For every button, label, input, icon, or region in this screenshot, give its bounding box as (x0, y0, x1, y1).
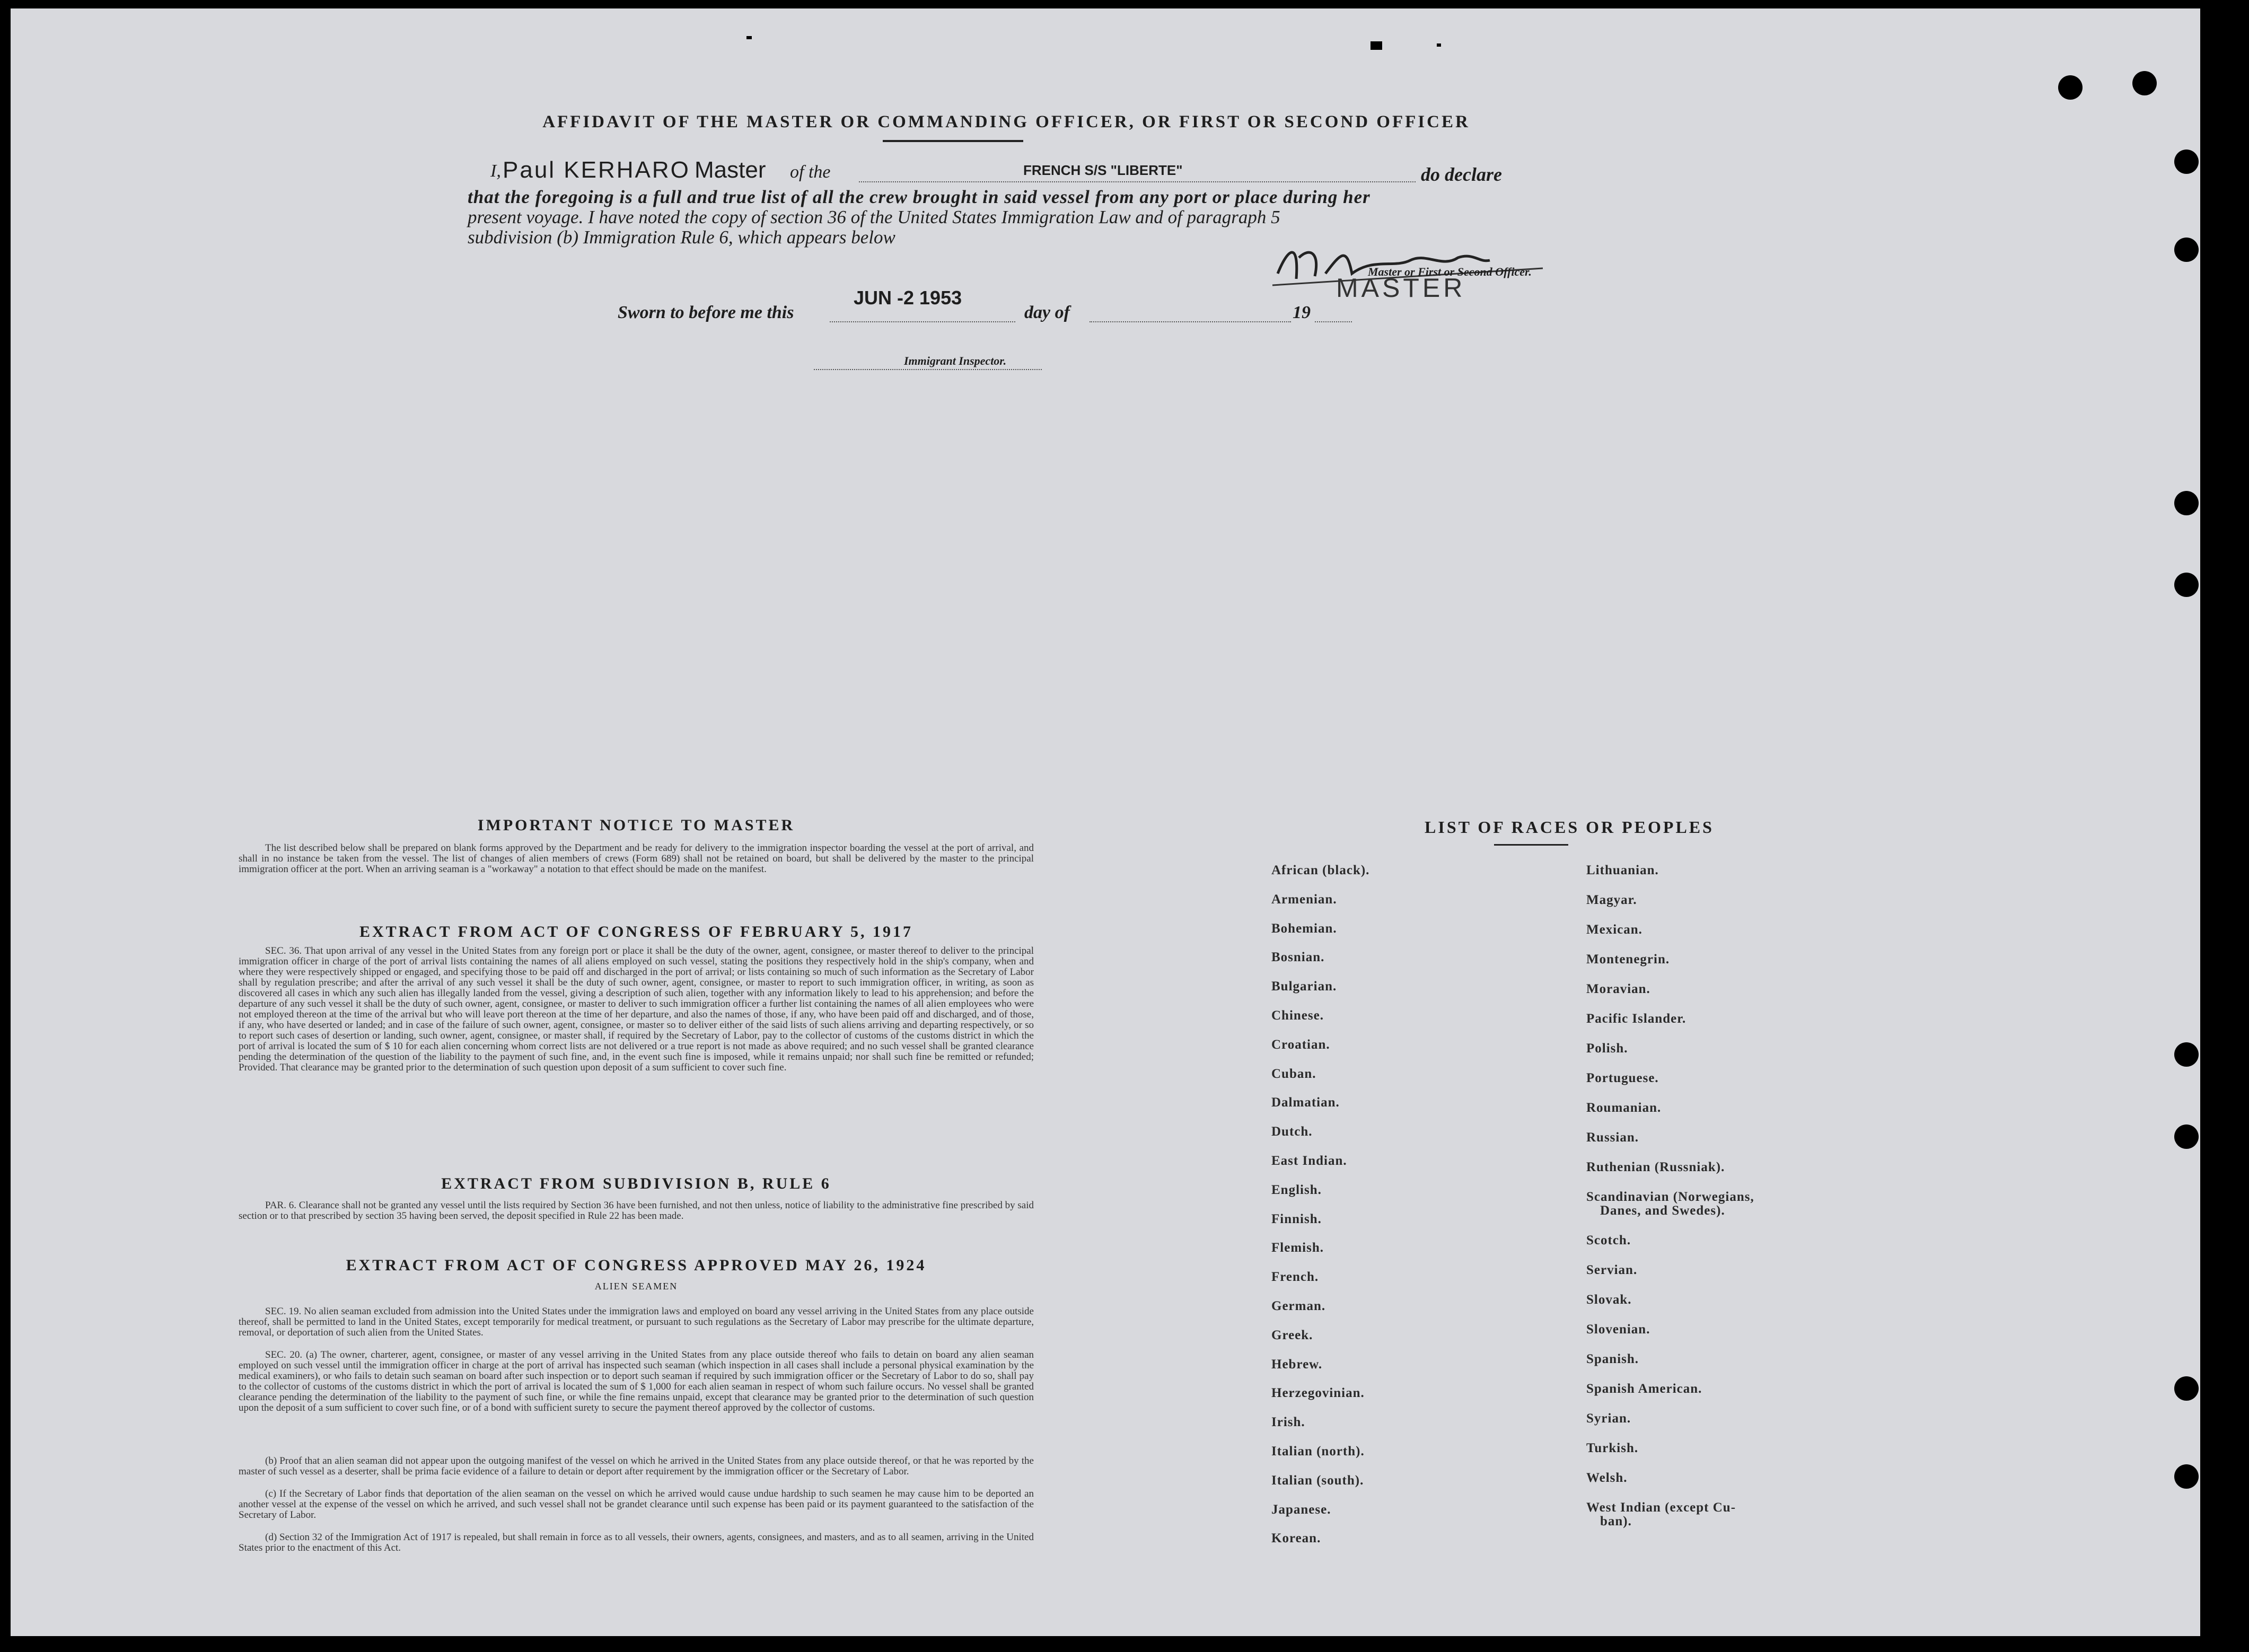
race-item: Flemish. (1271, 1241, 1324, 1255)
race-item: Croatian. (1271, 1037, 1330, 1052)
of-the-label: of the (790, 162, 831, 182)
race-item: Spanish American. (1586, 1382, 1702, 1396)
race-item: Polish. (1586, 1041, 1628, 1056)
punch-hole (2174, 150, 2199, 174)
notice-text: The list described below shall be prepared on blank forms approved by the Department and be ready for delivery to the immigration inspector boarding the vessel at the port of arrival, and shall in no instance be taken from the vessel. The list of changes of alien members of crews (Form 689) shall not be retained on board, but shall be delivered by the master to the principal immigration officer at the port. When an arriving seaman is a "workaway" a notation to that effect should be made on the manifest. (239, 842, 1034, 875)
sec-20d-text: (d) Section 32 of the Immigration Act of 1917 is repealed, but shall remain in force as to all vessels, their owners, agents, consignees, and masters, and as to all seamen, arriving in the United States prior to the enactment of this Act. (239, 1532, 1034, 1553)
master-name: Paul KERHARO (503, 157, 690, 183)
race-item: Italian (south). (1271, 1473, 1364, 1488)
race-item: Greek. (1271, 1328, 1313, 1342)
race-item: Lithuanian. (1586, 863, 1659, 877)
punch-hole (2174, 238, 2199, 262)
speck (1371, 41, 1382, 50)
race-item: Italian (north). (1271, 1444, 1365, 1458)
race-item: Mexican. (1586, 922, 1642, 937)
sworn-day-line (830, 321, 1015, 322)
race-item: Bosnian. (1271, 950, 1325, 965)
race-item: Montenegrin. (1586, 952, 1670, 966)
affidavit-title: AFFIDAVIT OF THE MASTER OR COMMANDING OFFICER, OR FIRST OR SECOND OFFICER (542, 112, 1470, 131)
race-item: Turkish. (1586, 1441, 1639, 1455)
affidavit-line-2: that the foregoing is a full and true list of all the crew brought in said vessel from any port or place during her (468, 187, 1371, 207)
race-item: Scandinavian (Norwegians, (1586, 1190, 1754, 1204)
race-item: Servian. (1586, 1263, 1638, 1277)
race-item: Syrian. (1586, 1411, 1631, 1426)
extract-1924-subtitle: ALIEN SEAMEN (594, 1281, 678, 1291)
race-item: Roumanian. (1586, 1101, 1662, 1115)
race-item: Magyar. (1586, 893, 1637, 907)
affidavit-line-3: present voyage. I have noted the copy of section 36 of the United States Immigration Law and of paragraph 5 (468, 207, 1280, 227)
day-of-label: day of (1024, 303, 1070, 322)
punch-hole (2174, 573, 2199, 597)
master-rank: Master (695, 157, 766, 183)
title-underline (883, 140, 1023, 142)
race-item: Pacific Islander. (1586, 1012, 1686, 1026)
sworn-date-stamp: JUN -2 1953 (854, 287, 962, 309)
race-item: French. (1271, 1270, 1319, 1285)
race-item: West Indian (except Cu- (1586, 1500, 1736, 1515)
race-item: German. (1271, 1299, 1326, 1313)
speck (746, 36, 752, 39)
race-item: English. (1271, 1182, 1322, 1197)
inspector-line (814, 369, 1042, 370)
race-item: Moravian. (1586, 982, 1650, 996)
race-item: Japanese. (1271, 1502, 1331, 1517)
year-prefix: 19 (1293, 303, 1311, 322)
punch-hole (2174, 1042, 2199, 1067)
race-item: Slovak. (1586, 1293, 1632, 1307)
punch-hole (2174, 491, 2199, 515)
punch-hole (2174, 1124, 2199, 1149)
race-item: Dalmatian. (1271, 1095, 1340, 1110)
punch-hole (2174, 1376, 2199, 1401)
sec-20a-text: SEC. 20. (a) The owner, charterer, agent, consignee, or master of any vessel arriving in the United States from any place outside thereof who fails to detain on board any alien seaman employed on such vessel until the immigration officer in charge at the port of arrival has inspected such seaman (which inspection in all cases shall include a personal physical examination by the medical examiners), or who fails to detain such seaman on board after such inspection or to deport such seaman if required by such immigration officer or the Secretary of Labor to do so, shall pay to the collector of customs of the customs district in which the port of arrival is located the sum of $ 1,000 for each alien seaman in respect of whom such failure occurs. No vessel shall be granted clearance pending the determination of the liability to the payment of such fine, or while the fine remains unpaid, except that clearance may be granted prior to the determination of such question upon the deposit of a sum sufficient to cover such fine, or of a bond with sufficient surety to secure the payment thereof approved by the collector of customs. (239, 1349, 1034, 1413)
do-declare-label: do declare (1421, 164, 1502, 185)
race-item: Spanish. (1586, 1352, 1639, 1366)
sec-19-text: SEC. 19. No alien seaman excluded from admission into the United States under the immigration laws and employed on board any vessel arriving in the United States from any place outside thereof, shall be permitted to land in the United States, except temporarily for medical treatment, or pursuant to such regulations as the Secretary of Labor may prescribe for the ultimate departure, removal, or deportation of such alien from the United States. (239, 1306, 1034, 1338)
races-underline (1494, 844, 1568, 846)
race-item: Danes, and Swedes). (1600, 1203, 1725, 1218)
signature-caption: Master or First or Second Officer. (1368, 265, 1532, 278)
race-item: African (black). (1271, 863, 1370, 877)
sec-20c-text: (c) If the Secretary of Labor finds that deportation of the alien seaman on the vessel on which he arrived would cause undue hardship to such seamen he may cause him to be deported an another vessel at the expense of the vessel on which he arrived, and such vessel shall not be grandet clearance until such expense has been paid or its payment guaranteed to the satisfaction of the Secretary of Labor. (239, 1488, 1034, 1521)
inspector-caption: Immigrant Inspector. (904, 354, 1007, 367)
race-item: Welsh. (1586, 1471, 1628, 1485)
month-line (1090, 321, 1291, 322)
master-stamp: MASTER (1336, 273, 1466, 303)
rule-6-text: PAR. 6. Clearance shall not be granted any vessel until the lists required by Section 36 have been furnished, and not then unless, notice of liability to the administrative fine prescribed by said section or to that prescribed by section 35 having been served, the deposit specified in Rule 22 has been made. (239, 1200, 1034, 1222)
race-item: ban). (1600, 1514, 1632, 1528)
race-item: Hebrew. (1271, 1357, 1323, 1372)
affidavit-i-label: I, (490, 161, 501, 181)
document-page (11, 8, 2200, 1636)
rule-6-title: EXTRACT FROM SUBDIVISION B, RULE 6 (441, 1175, 831, 1192)
extract-1924-title: EXTRACT FROM ACT OF CONGRESS APPROVED MAY 26, 1924 (346, 1256, 927, 1274)
notice-title: IMPORTANT NOTICE TO MASTER (477, 816, 795, 834)
race-item: Dutch. (1271, 1124, 1313, 1139)
races-title: LIST OF RACES OR PEOPLES (1425, 818, 1714, 837)
punch-hole (2132, 71, 2157, 95)
vessel-line (859, 181, 1416, 182)
race-item: Cuban. (1271, 1066, 1316, 1081)
race-item: Scotch. (1586, 1233, 1631, 1247)
race-item: Finnish. (1271, 1211, 1322, 1226)
race-item: East Indian. (1271, 1154, 1347, 1168)
sworn-label: Sworn to before me this (618, 303, 794, 322)
year-line (1315, 321, 1352, 322)
race-item: Bulgarian. (1271, 979, 1337, 994)
race-item: Chinese. (1271, 1008, 1324, 1023)
vessel-name: FRENCH S/S "LIBERTE" (1023, 162, 1183, 178)
race-item: Irish. (1271, 1415, 1305, 1430)
race-item: Slovenian. (1586, 1322, 1650, 1337)
punch-hole (2174, 1464, 2199, 1489)
race-item: Armenian. (1271, 892, 1337, 907)
sec-20b-text: (b) Proof that an alien seaman did not appear upon the outgoing manifest of the vessel on which he arrived in the United States from any place outside thereof, or that he was reported by the master of such vessel as a deserter, shall be prima facie evidence of a failure to detain or deport after requirement by the immigration officer or the Secretary of Labor. (239, 1455, 1034, 1477)
race-item: Portuguese. (1586, 1071, 1659, 1085)
race-item: Ruthenian (Russniak). (1586, 1160, 1725, 1174)
extract-1917-text: SEC. 36. That upon arrival of any vessel in the United States from any foreign port or place it shall be the duty of the owner, agent, consignee, or master thereof to deliver to the principal immigration officer in charge of the port of arrival lists containing the names of all aliens employed on such vessel, stating the positions they respectively hold in the ship's company, when and where they were respectively shipped or engaged, and specifying those to be paid off and discharged in the port of arrival; or lists containing so much of such information as the Secretary of Labor shall by regulation prescribe; and after the arrival of any such vessel it shall be the duty of such owner, agent, consignee, or master to report to such immigration officer, in writing, as soon as discovered all cases in which any such alien has illegally landed from the vessel, giving a description of such alien, together with any information likely to lead to his apprehension; and before the departure of any such vessel it shall be the duty of such owner, agent, consignee, or master to deliver to such immigration officer a further list containing the names of all alien employees who were not employed thereon at the time of the arrival but who will leave port thereon at the time of her departure, and also the names of those, if any, who have been paid off and discharged, and of those, if any, who have deserted or landed; and in case of the failure of such owner, agent, consignee, or master so to deliver either of the said lists of such aliens arriving and departing respectively, or so to report such cases of desertion or landing, such owner, agent, consignee, or master shall, if required by the Secretary of Labor, pay to the collector of customs of the customs district in which the port of arrival is located the sum of $ 10 for each alien concerning whom correct lists are not delivered or a true report is not made as above required; and no such vessel shall be granted clearance pending the determination of the question of the liability to the payment of such fine, and, in the event such fine is imposed, while it remains unpaid; nor shall such fine be remitted or refunded; Provided. That clearance may be granted prior to the determination of such question upon deposit of a sum sufficient to cover such fine. (239, 945, 1034, 1073)
punch-hole (2058, 75, 2083, 100)
affidavit-line-4: subdivision (b) Immigration Rule 6, which appears below (468, 227, 895, 248)
race-item: Herzegovinian. (1271, 1386, 1365, 1401)
extract-1917-title: EXTRACT FROM ACT OF CONGRESS OF FEBRUARY 5, 1917 (359, 923, 913, 941)
speck (1437, 43, 1441, 47)
race-item: Korean. (1271, 1531, 1321, 1546)
race-item: Russian. (1586, 1130, 1639, 1145)
race-item: Bohemian. (1271, 921, 1337, 936)
